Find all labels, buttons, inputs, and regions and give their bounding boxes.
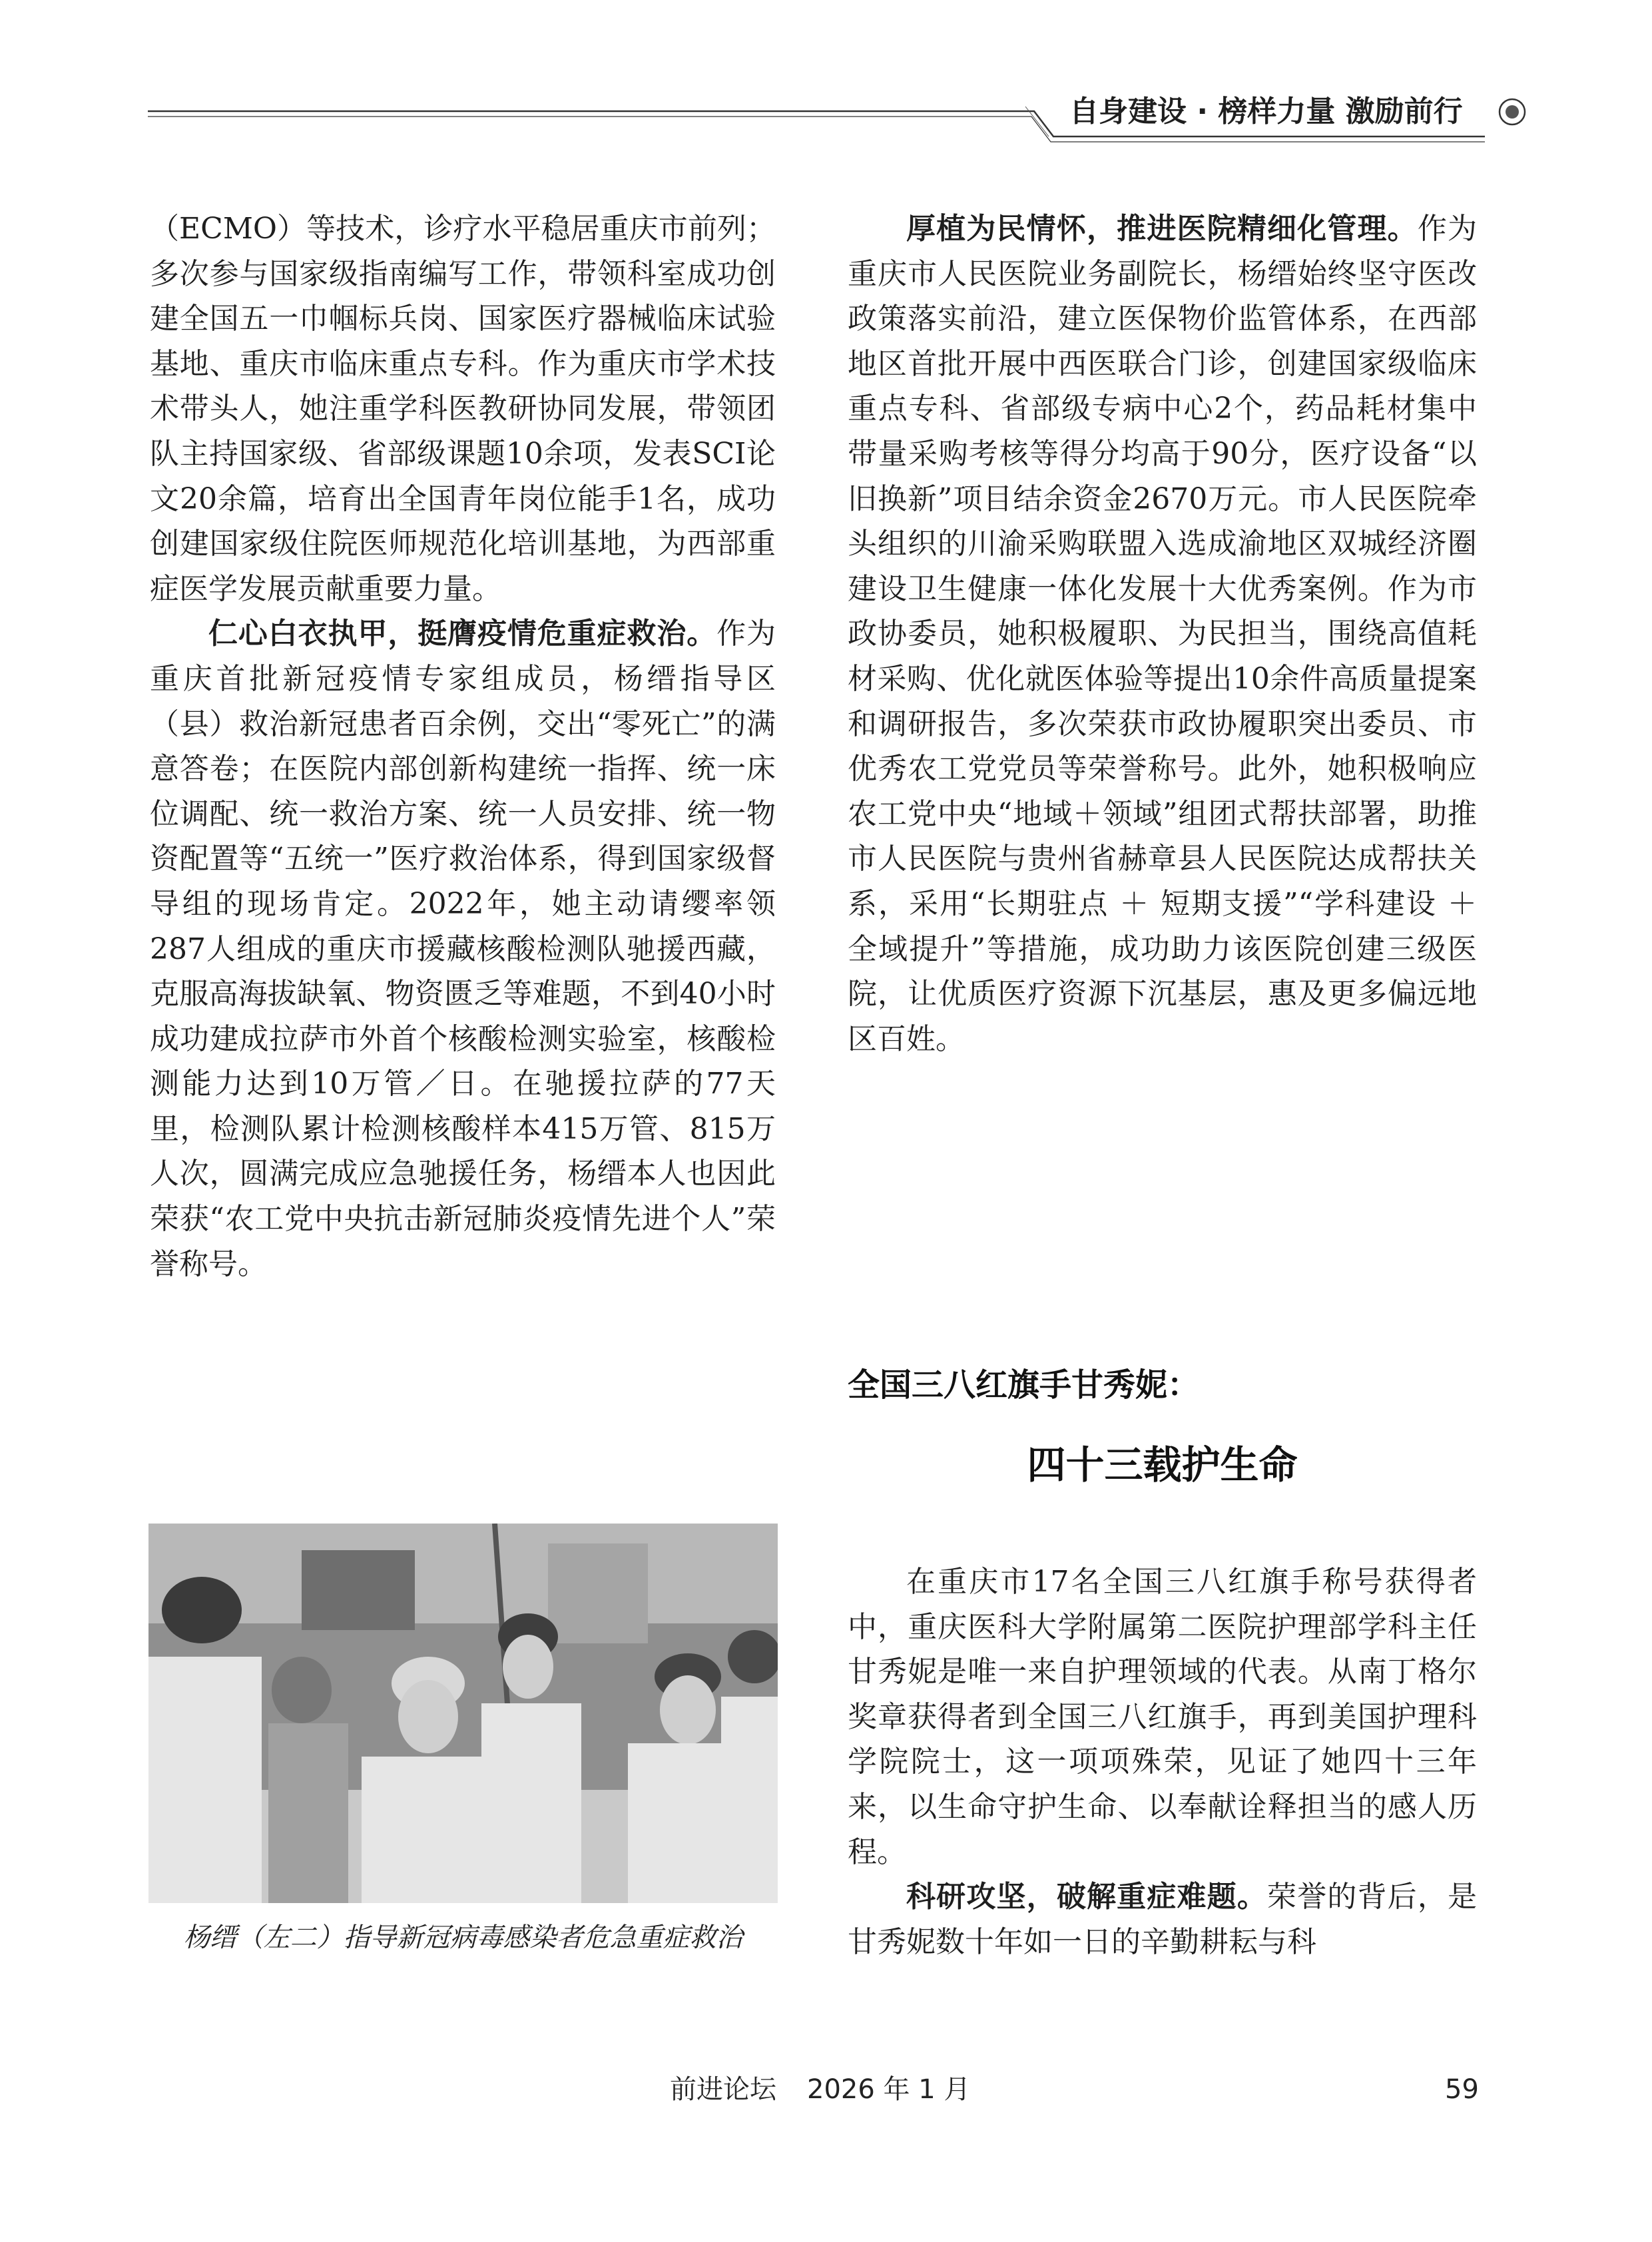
left-column — [150, 206, 776, 1286]
left-paragraph-2-body: 作为重庆首批新冠疫情专家组成员，杨缙指导区（县）救治新冠患者百余例，交出“零死亡”的满意答卷；在医院内部创新构建统一指挥、统一床位调配、统一救治方案、统一人员安排、统一物资配置等“五统一”医疗救治体系，得到国家级督导组的现场肯定。2022年，她主动请缨率领287人组成的重庆市援藏核酸检测队驰援西藏，克服高海拔缺氧、物资匮乏等难题，不到40小时成功建成拉萨市外首个核酸检测实验室，核酸检测能力达到10万管／日。在驰援拉萨的77天里，检测队累计检测核酸样本415万管、815万人次，圆满完成应急驰援任务，杨缙本人也因此荣获“农工党中央抗击新冠肺炎疫情先进个人”荣誉称号。 — [150, 617, 776, 1281]
right-paragraph-3-lead: 科研攻坚，破解重症难题。 — [906, 1880, 1267, 1914]
right-column-upper — [848, 206, 1477, 1061]
section-heading: 四十三载护生命 — [1027, 1442, 1298, 1488]
right-column-lower — [848, 1559, 1477, 1964]
right-paragraph-3-body: 荣誉的背后，是甘秀妮数十年如一日的辛勤耕耘与科 — [848, 1880, 1477, 1959]
photo-icu-scene — [148, 1524, 778, 1903]
right-paragraph-3 — [848, 1874, 1477, 1964]
footer-date: 2026 年 1 月 — [807, 2074, 971, 2105]
page-footer — [0, 2070, 1652, 2109]
footer-publication: 前进论坛 — [670, 2074, 776, 2105]
circle-target-icon — [1498, 97, 1527, 127]
page-number: 59 — [1445, 2074, 1479, 2105]
left-paragraph-2 — [150, 611, 776, 1286]
photo-caption: 杨缙（左二）指导新冠病毒感染者危急重症救治 — [183, 1922, 743, 1953]
photo-icu-illustration — [148, 1524, 778, 1903]
right-paragraph-1-lead: 厚植为民情怀，推进医院精细化管理。 — [906, 212, 1418, 246]
right-paragraph-1-body: 作为重庆市人民医院业务副院长，杨缙始终坚守医改政策落实前沿，建立医保物价监管体系，在西部地区首批开展中西医联合门诊，创建国家级临床重点专科、省部级专病中心2个，药品耗材集中带量采购考核等得分均高于90分，医疗设备“以旧换新”项目结余资金2670万元。市人民医院牵头组织的川渝采购联盟入选成渝地区双城经济圈建设卫生健康一体化发展十大优秀案例。作为市政协委员，她积极履职、为民担当，围绕高值耗材采购、优化就医体验等提出10余件高质量提案和调研报告，多次荣获市政协履职突出委员、市优秀农工党党员等荣誉称号。此外，她积极响应农工党中央“地域＋领域”组团式帮扶部署，助推市人民医院与贵州省赫章县人民医院达成帮扶关系，采用“长期驻点 ＋ 短期支援”“学科建设 ＋ 全域提升”等措施，成功助力该医院创建三级医院，让优质医疗资源下沉基层，惠及更多偏远地区百姓。 — [848, 212, 1478, 1056]
right-paragraph-1 — [848, 206, 1477, 1061]
left-paragraph-2-lead: 仁心白衣执甲，挺膺疫情危重症救治。 — [208, 617, 717, 651]
left-paragraph-1: （ECMO）等技术，诊疗水平稳居重庆市前列；多次参与国家级指南编写工作，带领科室成功创建全国五一巾帼标兵岗、国家医疗器械临床试验基地、重庆市临床重点专科。作为重庆市学术技术带头人，她注重学科医教研协同发展，带领团队主持国家级、省部级课题10余项，发表SCI论文20余篇，培育出全国青年岗位能手1名，成功创建国家级住院医师规范化培训基地，为西部重症医学发展贡献重要力量。 — [150, 212, 776, 606]
header-title: 自身建设 · 榜样力量 激励前行 — [1069, 95, 1463, 129]
right-paragraph-2: 在重庆市17名全国三八红旗手称号获得者中，重庆医科大学附属第二医院护理部学科主任甘秀妮是唯一来自护理领域的代表。从南丁格尔奖章获得者到全国三八红旗手，再到美国护理科学院院士，这一项项殊荣，见证了她四十三年来，以生命守护生命、以奉献诠释担当的感人历程。 — [848, 1565, 1477, 1869]
section-subheading: 全国三八红旗手甘秀妮： — [848, 1366, 1200, 1404]
